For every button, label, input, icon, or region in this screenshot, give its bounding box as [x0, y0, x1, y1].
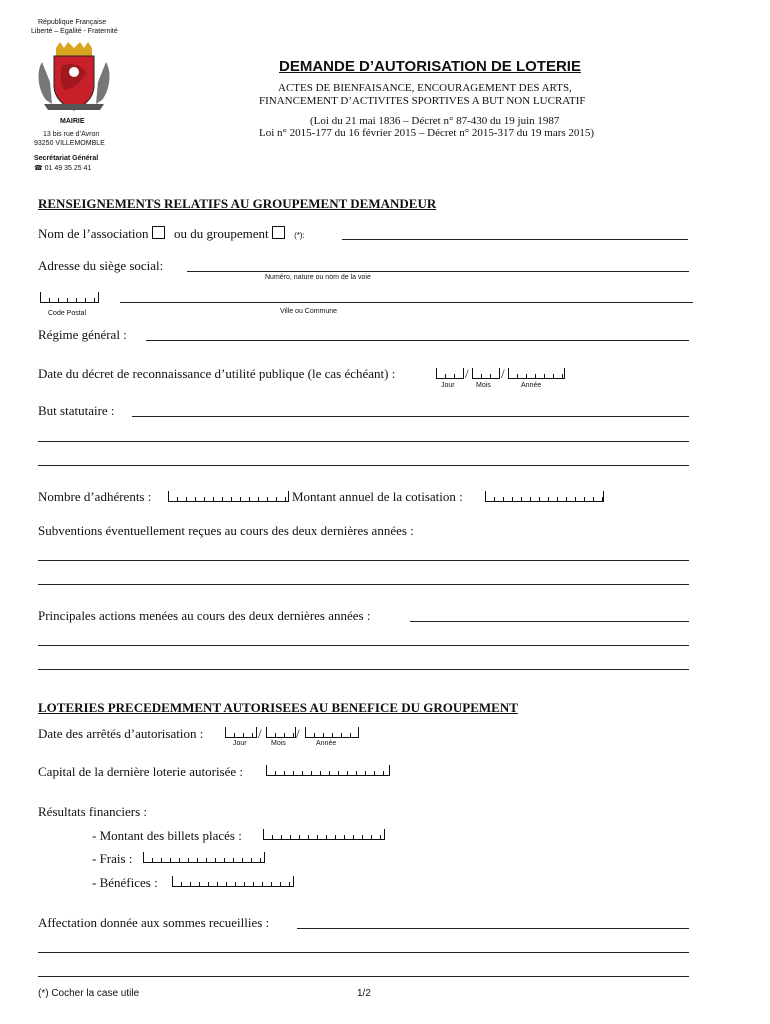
- decret-mois-label: Mois: [476, 382, 491, 389]
- association-name-field[interactable]: [342, 239, 688, 240]
- association-row: [38, 226, 305, 242]
- phone-label: ☎ 01 49 35 25 41: [34, 165, 92, 172]
- republic-label: République Française: [38, 19, 107, 26]
- actions-label: Principales actions menées au cours des deux dernières années :: [38, 608, 371, 623]
- decret-label: Date du décret de reconnaissance d’utilité publique (le cas échéant) :: [38, 366, 396, 381]
- arrete-day-field[interactable]: [225, 727, 257, 738]
- association-checkbox[interactable]: [152, 226, 165, 239]
- subtitle-line1: ACTES DE BIENFAISANCE, ENCOURAGEMENT DES ARTS,: [278, 82, 572, 94]
- adresse-field[interactable]: [187, 271, 689, 272]
- law-line2: Loi n° 2015-177 du 16 février 2015 – Décret n° 2015-317 du 19 mars 2015): [259, 127, 595, 139]
- subventions-field[interactable]: [38, 560, 689, 561]
- resultats-label: Résultats financiers :: [38, 804, 148, 819]
- footer-note: (*) Cocher la case utile: [38, 988, 140, 999]
- affectation-field[interactable]: [297, 928, 689, 929]
- adherents-label: Nombre d’adhérents :: [38, 489, 152, 504]
- arrete-month-field[interactable]: [266, 727, 296, 738]
- mairie-label: MAIRIE: [60, 118, 85, 125]
- page-number: 1/2: [357, 988, 371, 999]
- code-postal-field[interactable]: [40, 292, 99, 303]
- section2-heading: LOTERIES PRECEDEMMENT AUTORISEES AU BENEFICE DU GROUPEMENT: [38, 700, 518, 715]
- law-line1: (Loi du 21 mai 1836 – Décret n° 87-430 du 19 juin 1987: [310, 115, 560, 127]
- actions-field-line2[interactable]: [38, 645, 689, 646]
- decret-year-field[interactable]: [508, 368, 565, 379]
- decret-jour-label: Jour: [441, 382, 455, 389]
- motto-label: Liberté – Egalité - Fraternité: [31, 28, 118, 35]
- subventions-field-line2[interactable]: [38, 584, 689, 585]
- but-field[interactable]: [132, 416, 689, 417]
- decret-day-field[interactable]: [436, 368, 464, 379]
- decret-annee-label: Année: [521, 382, 542, 389]
- actions-field[interactable]: [410, 621, 689, 622]
- subventions-label: Subventions éventuellement reçues au cours des deux dernières années :: [38, 523, 414, 538]
- groupement-label: ou du groupement: [173, 226, 269, 241]
- code-postal-label: Code Postal: [48, 310, 87, 317]
- address-line1: 13 bis rue d’Avron: [43, 131, 100, 138]
- arrete-jour-label: Jour: [233, 740, 247, 747]
- but-field-line2[interactable]: [38, 441, 689, 442]
- but-field-line3[interactable]: [38, 465, 689, 466]
- ville-field[interactable]: [120, 302, 693, 303]
- association-label: Nom de l’association: [38, 226, 149, 241]
- arrete-annee-label: Année: [316, 740, 337, 747]
- ville-label: Ville ou Commune: [280, 308, 338, 315]
- cotisation-label: Montant annuel de la cotisation :: [292, 489, 463, 504]
- adresse-label: Adresse du siège social:: [38, 258, 164, 273]
- but-label: But statutaire :: [38, 403, 115, 418]
- cotisation-field[interactable]: [485, 491, 604, 502]
- capital-label: Capital de la dernière loterie autorisée :: [38, 764, 244, 779]
- benefices-label: - Bénéfices :: [92, 875, 158, 890]
- dates-label: Date des arrêtés d’autorisation :: [38, 726, 204, 741]
- capital-field[interactable]: [266, 765, 390, 776]
- section1-heading: RENSEIGNEMENTS RELATIFS AU GROUPEMENT DEMANDEUR: [38, 196, 437, 211]
- benefices-field[interactable]: [172, 876, 294, 887]
- decret-month-field[interactable]: [472, 368, 500, 379]
- adherents-field[interactable]: [168, 491, 289, 502]
- secretariat-label: Secrétariat Général: [34, 155, 99, 162]
- arrete-year-field[interactable]: [305, 727, 359, 738]
- page-title: DEMANDE D’AUTORISATION DE LOTERIE: [279, 58, 581, 75]
- billets-field[interactable]: [263, 829, 385, 840]
- affectation-field-line3[interactable]: [38, 976, 689, 977]
- coat-of-arms-icon: [34, 42, 114, 112]
- actions-field-line3[interactable]: [38, 669, 689, 670]
- subtitle-line2: FINANCEMENT D’ACTIVITES SPORTIVES A BUT NON LUCRATIF: [259, 95, 586, 107]
- address-line2: 93250 VILLEMOMBLE: [34, 140, 105, 147]
- adresse-hint: Numéro, nature ou nom de la voie: [265, 274, 371, 281]
- billets-label: - Montant des billets placés :: [92, 828, 242, 843]
- affectation-label: Affectation donnée aux sommes recueillies :: [38, 915, 270, 930]
- frais-field[interactable]: [143, 852, 265, 863]
- groupement-checkbox[interactable]: [272, 226, 285, 239]
- affectation-field-line2[interactable]: [38, 952, 689, 953]
- regime-label: Régime général :: [38, 327, 127, 342]
- regime-field[interactable]: [146, 340, 689, 341]
- arrete-mois-label: Mois: [271, 740, 286, 747]
- star-note: (*):: [294, 231, 305, 240]
- frais-label: - Frais :: [92, 851, 133, 866]
